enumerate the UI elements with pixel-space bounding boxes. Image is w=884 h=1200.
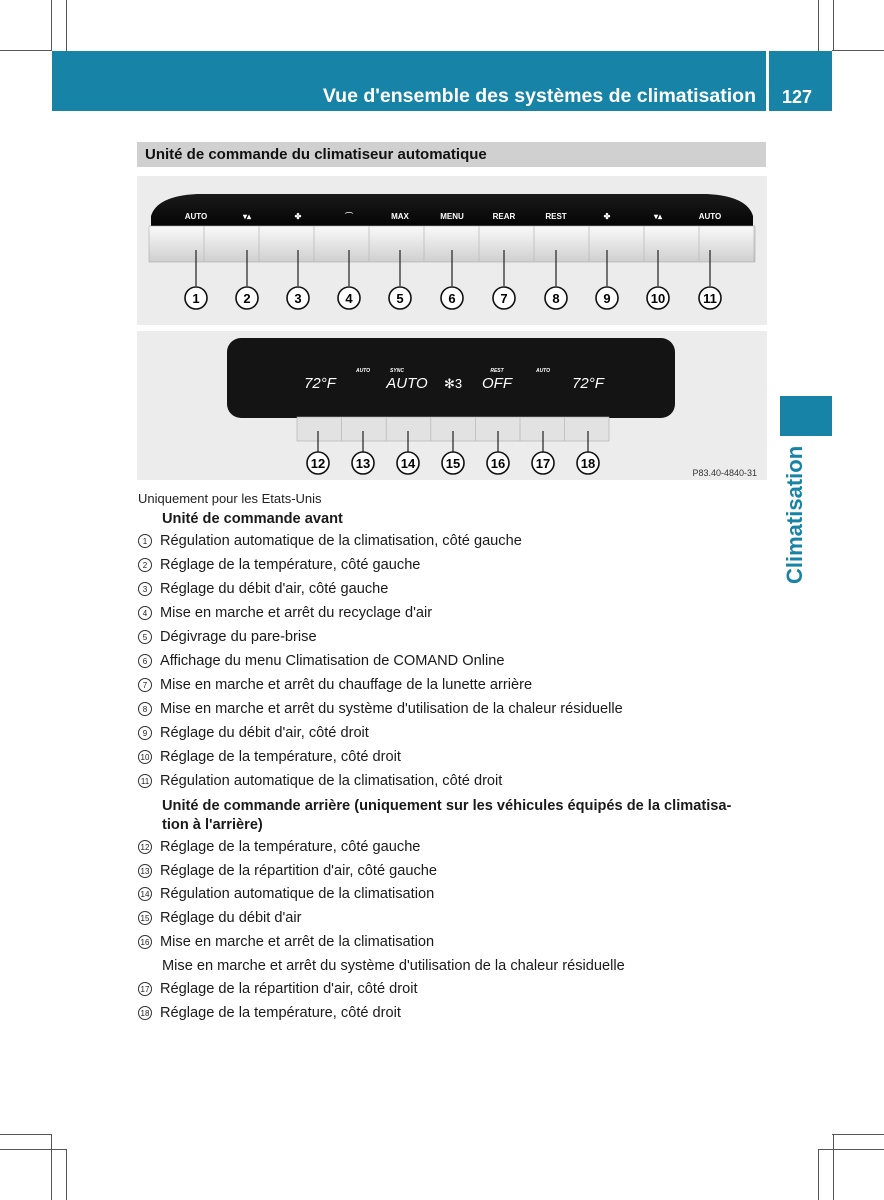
side-tab-marker <box>780 396 832 436</box>
callout-number: 16 <box>138 935 152 949</box>
callout-number: 9 <box>603 291 611 306</box>
front-button-label: ▾▴ <box>653 212 663 221</box>
front-item <box>138 701 623 717</box>
callout-number: 3 <box>138 582 152 596</box>
front-item <box>138 605 432 621</box>
rear-control-figure <box>137 331 767 480</box>
crop-mark <box>66 0 67 51</box>
crop-mark <box>818 1149 819 1200</box>
crop-mark <box>0 1149 66 1150</box>
rear-item <box>138 1005 401 1021</box>
rear-temp-left: 72°F <box>304 375 336 392</box>
rear-display-auto: AUTO <box>386 375 428 392</box>
callout-number: 18 <box>580 456 596 471</box>
rear-item <box>138 886 434 902</box>
callout-number: 10 <box>138 750 152 764</box>
callout-number: 13 <box>138 864 152 878</box>
crop-mark <box>832 50 884 51</box>
front-item <box>138 533 522 549</box>
front-control-figure <box>137 176 767 325</box>
figure-caption: Uniquement pour les Etats-Unis <box>138 491 322 506</box>
rear-item <box>138 934 434 950</box>
callout-number: 7 <box>138 678 152 692</box>
rear-fan-icon: ✻3 <box>443 376 463 391</box>
item-text: Mise en marche et arrêt de la climatisation <box>160 933 435 950</box>
item-text: Réglage du débit d'air <box>160 910 302 927</box>
callout-number: 16 <box>490 456 506 471</box>
callout-number: 5 <box>396 291 404 306</box>
rear-display-off: OFF <box>482 375 512 392</box>
item-text: Réglage de la répartition d'air, côté gauche <box>160 862 438 879</box>
callout-number: 13 <box>355 456 371 471</box>
rear-label-auto-2: AUTO <box>535 368 551 374</box>
crop-mark <box>0 1134 52 1135</box>
front-button-label: REAR <box>492 212 516 221</box>
item-text: Réglage du débit d'air, côté droit <box>160 725 369 741</box>
callout-number: 17 <box>138 982 152 996</box>
callout-number: 7 <box>500 291 508 306</box>
front-button-label: AUTO <box>698 212 722 221</box>
callout-number: 2 <box>243 291 251 306</box>
side-tab-label: Climatisation <box>782 445 807 584</box>
rear-item <box>138 981 418 997</box>
side-tab <box>780 442 810 642</box>
page-number: 127 <box>782 87 813 107</box>
front-button-label: ▾▴ <box>242 212 252 221</box>
callout-number: 8 <box>552 291 560 306</box>
callout-number: 8 <box>138 702 152 716</box>
rear-heading-line2: tion à l'arrière) <box>162 817 263 833</box>
item-text: Régulation automatique de la climatisation, côté gauche <box>160 533 522 549</box>
front-button-label: ✤ <box>603 212 611 221</box>
item-text: Réglage de la répartition d'air, côté droit <box>160 981 418 998</box>
callout-number: 9 <box>138 726 152 740</box>
crop-mark <box>66 1149 67 1200</box>
item-text: Affichage du menu Climatisation de COMAND Online <box>160 653 505 669</box>
crop-mark <box>51 0 52 51</box>
crop-mark <box>833 0 834 51</box>
callout-number: 1 <box>138 534 152 548</box>
rear-heading-line1: Unité de commande arrière (uniquement sur les véhicules équipés de la climatisa- <box>162 798 732 814</box>
front-button-label: REST <box>545 212 567 221</box>
callout-number: 3 <box>294 291 302 306</box>
header-band <box>52 51 766 111</box>
item-text: Réglage du débit d'air, côté gauche <box>160 581 389 597</box>
item-text: Régulation automatique de la climatisation, côté droit <box>160 773 503 789</box>
item-text: Réglage de la température, côté gauche <box>160 557 421 573</box>
front-button-label: ⌒ <box>345 212 353 221</box>
front-button-label: MENU <box>440 212 464 221</box>
crop-mark <box>818 1149 884 1150</box>
callout-number: 1 <box>192 291 200 306</box>
callout-number: 18 <box>138 1006 152 1020</box>
crop-mark <box>832 1134 884 1135</box>
page-title: Vue d'ensemble des systèmes de climatisation <box>322 85 756 107</box>
item-text: Réglage de la température, côté droit <box>160 1004 401 1021</box>
front-item <box>138 581 388 597</box>
crop-mark <box>0 50 52 51</box>
callout-number: 12 <box>310 456 326 471</box>
rear-item <box>138 863 437 879</box>
front-item <box>138 629 317 645</box>
callout-number: 10 <box>650 291 666 306</box>
page-number-box <box>769 51 832 111</box>
crop-mark <box>818 0 819 51</box>
item-text: Mise en marche et arrêt du recyclage d'air <box>160 605 433 621</box>
front-button-label: ✤ <box>294 212 302 221</box>
front-unit-heading: Unité de commande avant <box>162 511 343 527</box>
crop-mark <box>51 1134 52 1200</box>
callout-number: 11 <box>703 291 717 306</box>
front-item <box>138 773 502 789</box>
item-text: Réglage de la température, côté droit <box>160 749 401 765</box>
section-heading-bar <box>137 142 766 167</box>
front-item <box>138 653 504 669</box>
callout-number: 12 <box>138 840 152 854</box>
rear-item-continuation: Mise en marche et arrêt du système d'utilisation de la chaleur résiduelle <box>162 957 625 974</box>
callout-number: 5 <box>138 630 152 644</box>
callout-number: 14 <box>400 456 416 471</box>
rear-label-auto: AUTO <box>355 368 371 374</box>
item-text: Mise en marche et arrêt du système d'utilisation de la chaleur résiduelle <box>160 701 623 717</box>
front-item <box>138 557 420 573</box>
rear-control-illustration <box>137 331 767 480</box>
front-item <box>138 749 401 765</box>
rear-unit-heading <box>162 797 731 835</box>
item-text: Mise en marche et arrêt du chauffage de la lunette arrière <box>160 677 533 693</box>
callout-number: 11 <box>138 774 152 788</box>
callout-number: 14 <box>138 887 152 901</box>
front-item <box>138 677 532 693</box>
item-text: Réglage de la température, côté gauche <box>160 839 421 855</box>
front-control-illustration <box>137 176 767 325</box>
callout-number: 6 <box>448 291 456 306</box>
callout-number: 6 <box>138 654 152 668</box>
item-text: Dégivrage du pare-brise <box>160 629 317 645</box>
item-text: Régulation automatique de la climatisation <box>160 886 435 903</box>
figure-reference: P83.40-4840-31 <box>692 468 757 478</box>
crop-mark <box>833 1134 834 1200</box>
front-item <box>138 725 369 741</box>
rear-item <box>138 839 420 855</box>
front-button-label: MAX <box>391 212 409 221</box>
rear-temp-right: 72°F <box>572 375 604 392</box>
callout-number: 2 <box>138 558 152 572</box>
rear-label-rest: REST <box>490 368 504 374</box>
section-title: Unité de commande du climatiseur automatique <box>145 146 487 163</box>
rear-label-sync: SYNC <box>390 368 404 374</box>
callout-number: 15 <box>138 911 152 925</box>
callout-number: 15 <box>445 456 461 471</box>
callout-number: 4 <box>138 606 152 620</box>
rear-item <box>138 910 302 926</box>
front-button-label: AUTO <box>184 212 208 221</box>
callout-number: 17 <box>535 456 551 471</box>
callout-number: 4 <box>345 291 353 306</box>
